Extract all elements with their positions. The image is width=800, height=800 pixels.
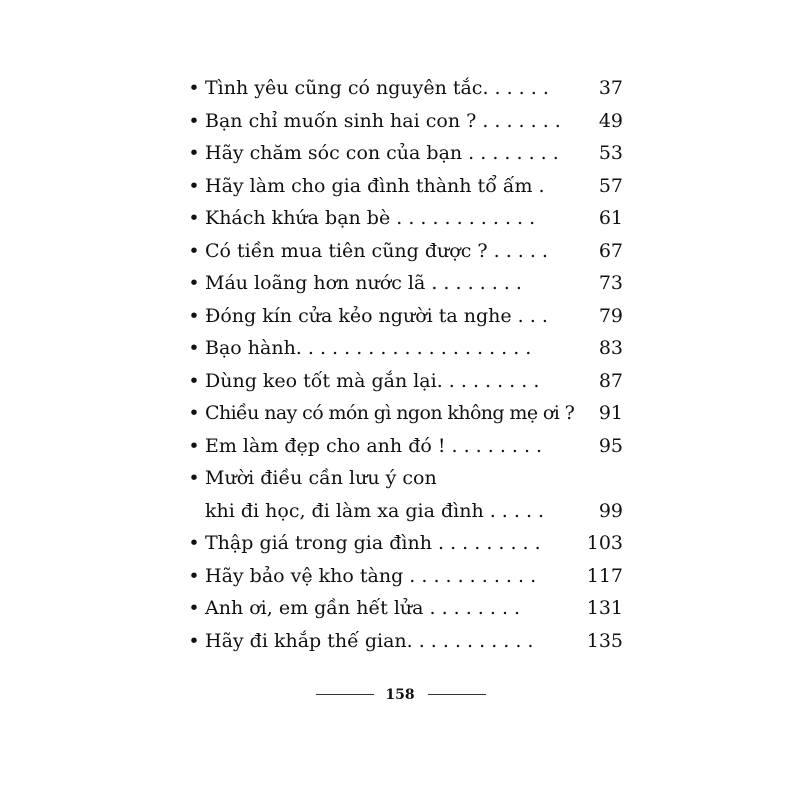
- toc-entry-title: Hãy chăm sóc con của bạn . . . . . . . .: [205, 142, 559, 164]
- toc-entry-title: Tình yêu cũng có nguyên tắc. . . . . .: [205, 77, 549, 99]
- toc-entry: [187, 72, 623, 105]
- toc-entry: [187, 235, 623, 268]
- toc-entry-page-number: 57: [598, 174, 623, 197]
- page-number: 158: [385, 687, 415, 703]
- toc-entry-page-number: 49: [598, 109, 623, 132]
- toc-entry-title: khi đi học, đi làm xa gia đình . . . . .: [205, 499, 545, 522]
- toc-entry-page-number: 73: [598, 272, 623, 294]
- bullet-icon: •: [188, 142, 200, 164]
- toc-entry-title: Có tiền mua tiên cũng được ? . . . . .: [205, 239, 548, 262]
- toc-entry: [187, 592, 623, 625]
- toc-entry-page-number: 53: [598, 142, 623, 164]
- toc-entry-title: Hãy bảo vệ kho tàng . . . . . . . . . . .: [205, 564, 537, 587]
- toc-entry-title: Hãy đi khắp thế gian. . . . . . . . . . .: [205, 629, 534, 652]
- bullet-icon: •: [188, 77, 200, 99]
- bullet-icon: •: [188, 369, 200, 392]
- bullet-icon: •: [188, 532, 200, 554]
- toc-entry-title: Thập giá trong gia đình . . . . . . . . .: [205, 532, 541, 554]
- bullet-icon: •: [188, 109, 200, 132]
- toc-entry-title: Đóng kín cửa kẻo người ta nghe . . .: [205, 304, 548, 327]
- toc-entry-page-number: 87: [598, 369, 623, 392]
- toc-entry-title: Máu loãng hơn nước lã . . . . . . . .: [205, 272, 522, 294]
- toc-entry-title: Chiều nay có món gì ngon không mẹ ơi ?: [205, 402, 575, 424]
- toc-entry-page-number: 95: [598, 434, 623, 457]
- toc-entry: [187, 625, 623, 658]
- toc-entry: [187, 170, 623, 203]
- toc-entry: [187, 332, 623, 365]
- bullet-icon: •: [188, 629, 200, 652]
- toc-entry-title: Anh ơi, em gần hết lửa . . . . . . . .: [205, 597, 521, 619]
- toc-entry: [187, 462, 623, 495]
- bullet-icon: •: [188, 434, 200, 457]
- bullet-icon: •: [188, 402, 200, 424]
- bullet-icon: •: [188, 207, 200, 229]
- toc-entry: [187, 430, 623, 463]
- toc-entry-title: Bạo hành. . . . . . . . . . . . . . . . . . . .: [205, 337, 532, 359]
- toc-entry-title: Em làm đẹp cho anh đó ! . . . . . . . .: [205, 434, 543, 457]
- bullet-icon: •: [188, 304, 200, 327]
- page-footer: [0, 683, 800, 707]
- footer-rule-right: [428, 694, 486, 695]
- footer-rule-left: [316, 694, 374, 695]
- toc-entry: [187, 267, 623, 300]
- toc-entry: [187, 527, 623, 560]
- bullet-icon: •: [188, 239, 200, 262]
- bullet-icon: •: [188, 597, 200, 619]
- toc-entry: [187, 300, 623, 333]
- toc-entry: [187, 105, 623, 138]
- toc-entry: [187, 137, 623, 170]
- bullet-icon: •: [188, 564, 200, 587]
- bullet-icon: •: [188, 337, 200, 359]
- toc-entry-title: Bạn chỉ muốn sinh hai con ? . . . . . . .: [205, 109, 561, 132]
- toc-entry-page-number: 67: [598, 239, 623, 262]
- toc-entry-title: Dùng keo tốt mà gắn lại. . . . . . . . .: [205, 369, 540, 392]
- toc-entry-page-number: 103: [586, 532, 623, 554]
- toc-entry-page-number: 91: [598, 402, 623, 424]
- toc-entry: [187, 560, 623, 593]
- toc-entry: [187, 397, 623, 430]
- toc-entry-page-number: 37: [598, 77, 623, 99]
- toc-entry-page-number: 117: [586, 564, 623, 587]
- toc-entry: [187, 365, 623, 398]
- bullet-icon: •: [188, 272, 200, 294]
- toc-entry-page-number: 131: [586, 597, 623, 619]
- toc-entry: [187, 202, 623, 235]
- bullet-icon: •: [188, 467, 200, 489]
- toc-entry-title: Mười điều cần lưu ý con: [205, 467, 437, 489]
- toc-entry-page-number: 99: [598, 499, 623, 522]
- toc-entry-title: Khách khứa bạn bè . . . . . . . . . . . .: [205, 207, 536, 229]
- toc-entry-page-number: 83: [598, 337, 623, 359]
- toc-entry-page-number: 61: [598, 207, 623, 229]
- toc-entry-continuation: [187, 495, 623, 528]
- table-of-contents: [187, 72, 623, 657]
- toc-entry-page-number: 135: [586, 629, 623, 652]
- toc-entry-title: Hãy làm cho gia đình thành tổ ấm .: [205, 174, 545, 197]
- bullet-icon: •: [188, 174, 200, 197]
- toc-entry-page-number: 79: [598, 304, 623, 327]
